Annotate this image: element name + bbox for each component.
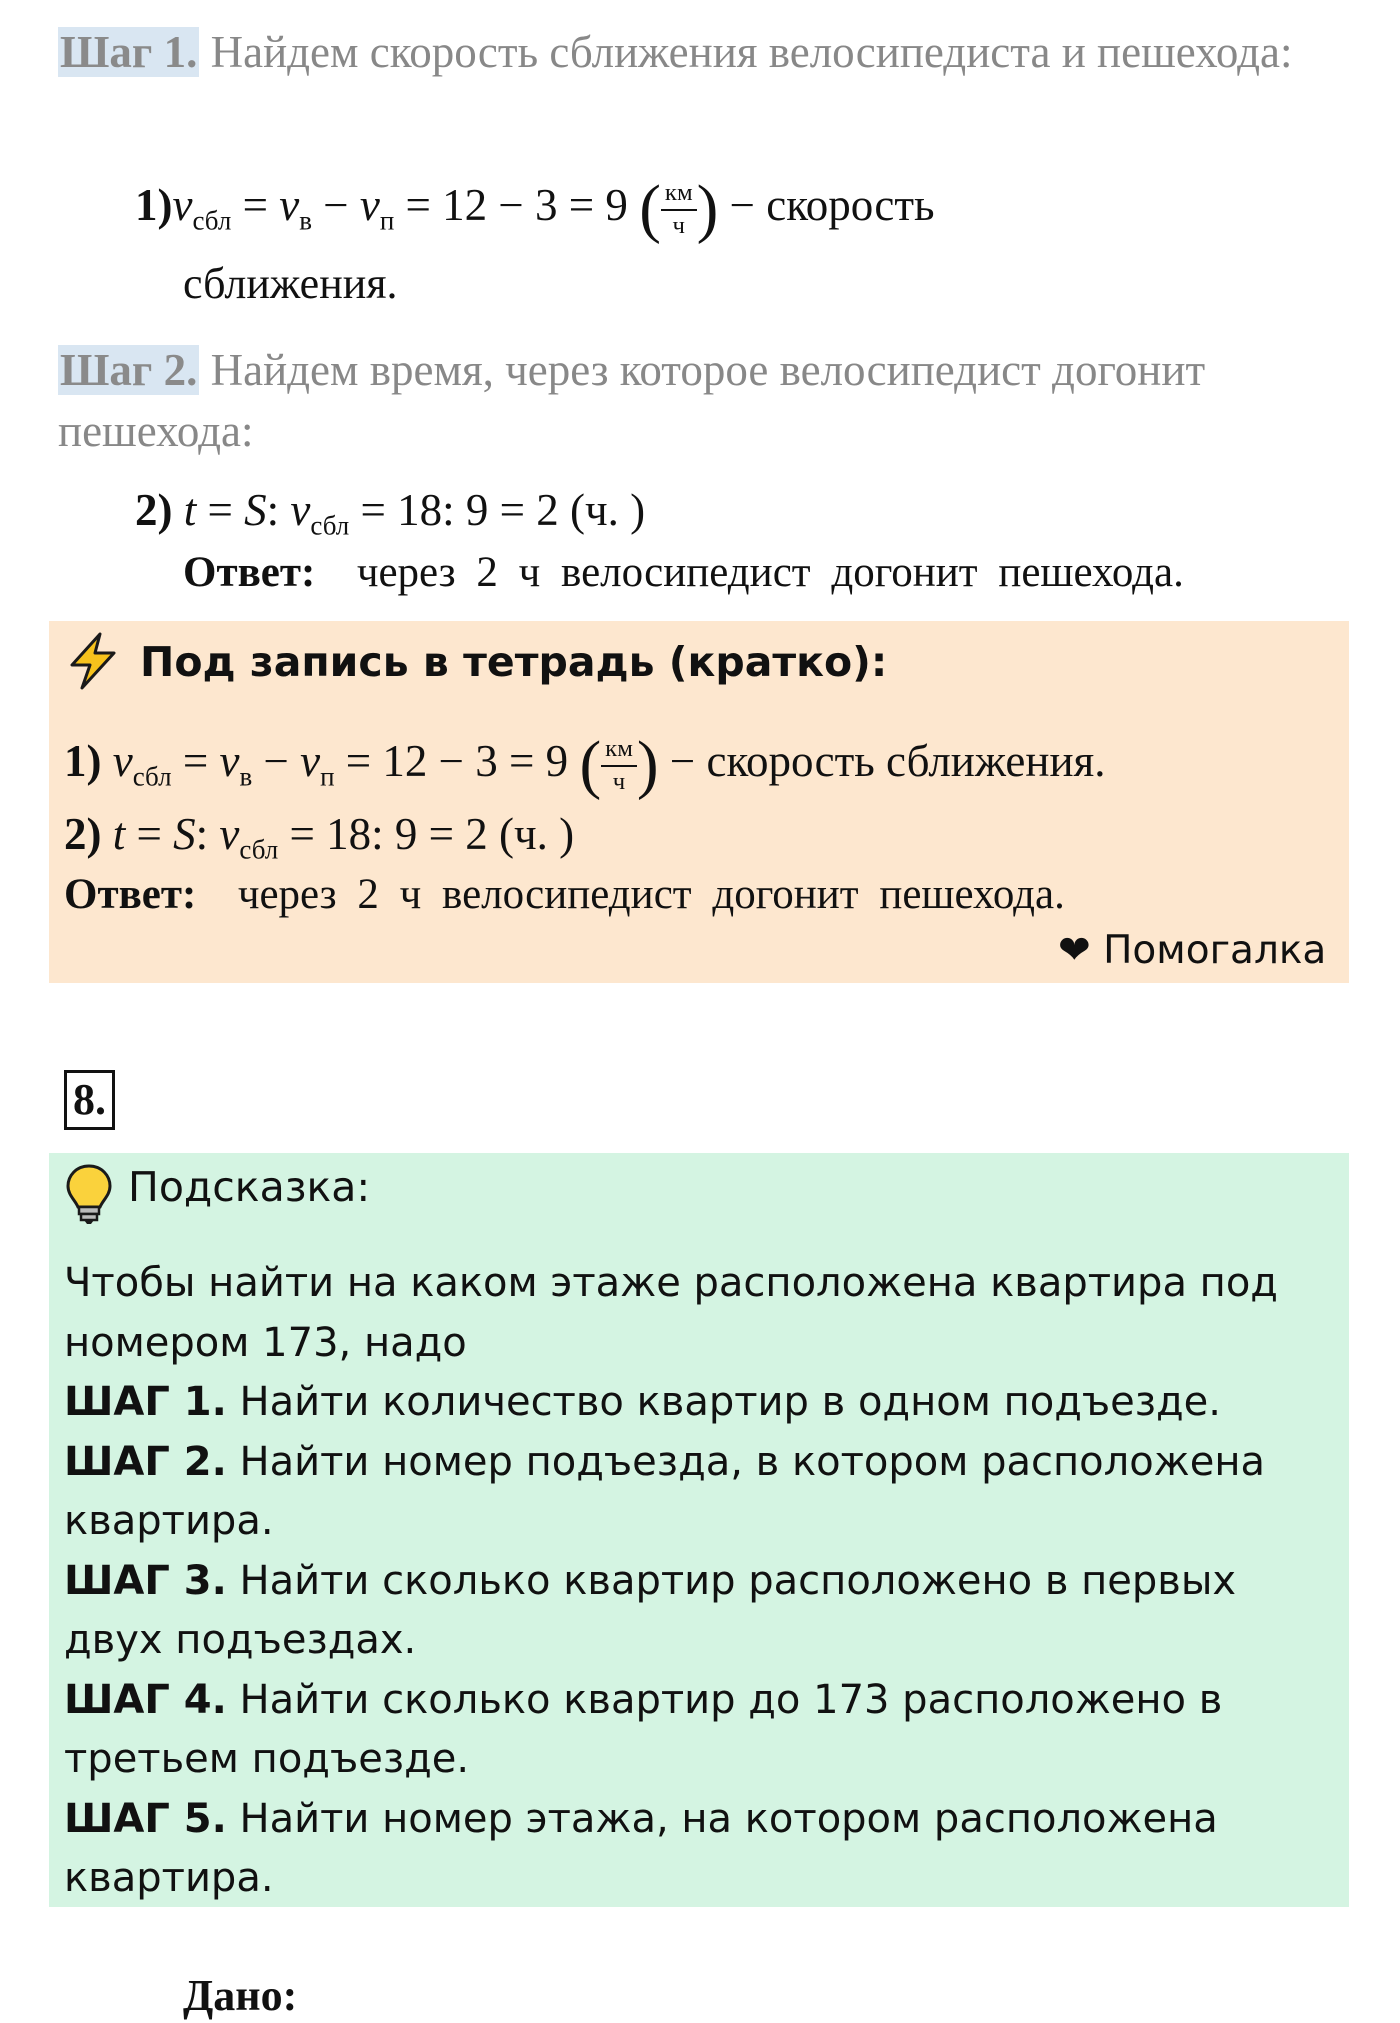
notebook-formula-2: 2) t = S: $v_{сбл} = 18$: 9 = 2 (ч. ) [64, 809, 575, 865]
step-2-paragraph [58, 340, 1358, 462]
formula-number: 1) [135, 179, 173, 230]
hint-body [64, 1254, 1334, 1909]
hint-intro: Чтобы найти на каком этаже расположена квартира под номером 173, надо [64, 1260, 1278, 1366]
task-number: 8. [64, 1070, 115, 1130]
step-1-paragraph [58, 22, 1358, 83]
step-2-text: Найдем время, через которое велосипедист догонит пешехода: [58, 345, 1206, 456]
heart-icon: ❤ [1058, 928, 1091, 973]
hint-step: ШАГ 4. Найти сколько квартир до 173 расположено в третьем подъезде. [64, 1676, 1223, 1782]
fraction-km-h: $\frac{км}{ч}$ [661, 178, 697, 242]
hint-title: Подсказка: [128, 1163, 371, 1211]
step-1-text: Найдем скорость сближения велосипедиста и пешехода: [199, 27, 1293, 77]
step-1-label: Шаг 1. [60, 27, 198, 77]
answer-text: через 2 ч велосипедист догонит пешехода. [356, 549, 1184, 596]
lightning-icon [64, 631, 124, 695]
hint-step: ШАГ 1. Найти количество квартир в одном подъезде. [64, 1379, 1221, 1425]
lightbulb-icon [64, 1163, 114, 1229]
formula-1: $1)v_{сбл} = v_в - v_п = 12 - 3 = 9$ ( $\frac{км}{ч}$ ) − скорость [135, 173, 935, 245]
brand-label: ❤ Помогалка [1058, 928, 1327, 973]
formula-1-tail: сближения. [183, 259, 398, 308]
step-2-label: Шаг 2. [60, 345, 198, 395]
answer-line [183, 548, 1184, 597]
notebook-formula-1: 1) $v_{сбл} = v_в - v_п = 12 - 3 = 9$ ( $\frac{км}{ч}$ ) − скорость сближения. [64, 729, 1106, 801]
notebook-title: Под запись в тетрадь (кратко): [140, 638, 888, 686]
notebook-answer: Ответ: через 2 ч велосипедист догонит пешехода. [64, 871, 1065, 918]
hint-step: ШАГ 2. Найти номер подъезда, в котором расположена квартира. [64, 1438, 1265, 1544]
hint-step: ШАГ 3. Найти сколько квартир расположено в первых двух подъездах. [64, 1557, 1237, 1663]
formula-2: 2) t = S: $v_{сбл} = 18$: 9 = 2 (ч. ) [135, 485, 646, 541]
answer-label: Ответ: [183, 549, 316, 596]
hint-step: ШАГ 5. Найти номер этажа, на котором расположена квартира. [64, 1795, 1218, 1901]
given-label: Дано: [183, 1971, 298, 2020]
